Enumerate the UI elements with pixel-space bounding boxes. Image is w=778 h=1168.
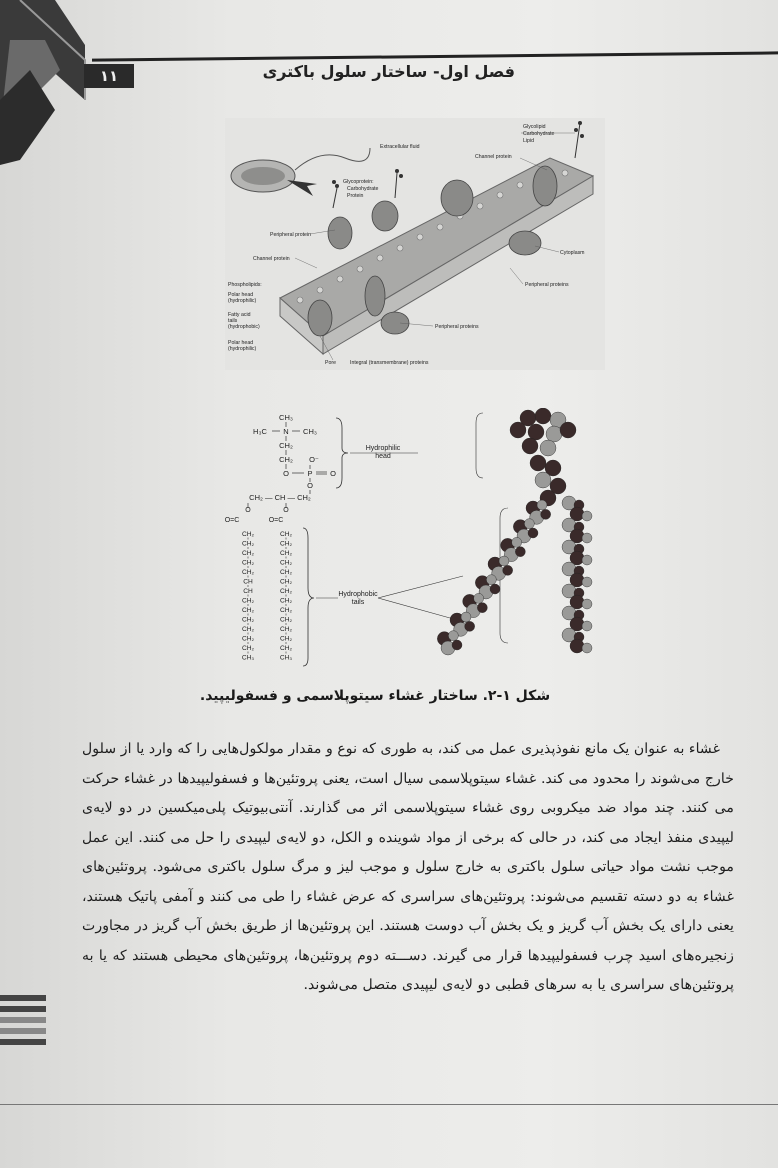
tail-left-unit: CH₂	[241, 635, 255, 643]
label-pore: Pore	[325, 360, 336, 366]
label-glyco-protein: Protein	[347, 193, 364, 199]
label-glyco-carbohydrate: Carbohydrate	[347, 186, 379, 192]
atom-sphere	[486, 575, 496, 585]
atom-sphere	[582, 511, 592, 521]
label-cytoplasm: Cytoplasm	[560, 250, 585, 256]
svg-text:O: O	[283, 507, 289, 514]
tail-left-unit: CH₂	[241, 626, 255, 633]
tail-right-unit: CH₂	[279, 559, 293, 567]
label-hydrophilic-2: (hydrophilic)	[228, 346, 257, 352]
atom-sphere	[499, 556, 509, 566]
tail-left	[242, 531, 255, 662]
label-tails: tails	[228, 318, 238, 324]
atom-sphere	[510, 422, 526, 438]
atom-sphere	[582, 555, 592, 565]
tail-left-unit: CH₂	[241, 531, 255, 538]
bottom-rule	[0, 1104, 778, 1105]
tail-left-unit: CH₂	[241, 616, 255, 624]
label-glycoprotein: Glycoprotein:	[343, 179, 374, 185]
atom-sphere	[582, 599, 592, 609]
tail-right	[280, 531, 293, 662]
chem-ch2-a: CH₂	[279, 441, 293, 450]
tail-right-unit: CH₂	[279, 578, 293, 586]
tail-left-unit: CH₂	[241, 540, 255, 548]
tail-right-unit: CH₂	[279, 540, 293, 548]
chem-p: P	[307, 469, 313, 478]
page-number: ۱۱	[84, 64, 134, 88]
tail-right-unit: CH₂	[279, 569, 293, 576]
figure-caption: شکل ۱-۲. ساختار غشاء سیتوپلاسمی و فسفولیپید.	[199, 688, 551, 704]
atom-sphere	[522, 438, 538, 454]
tail-right-unit: CH₂	[279, 645, 293, 652]
chem-ch3-top: CH₃	[279, 413, 293, 422]
chem-o-minus: O⁻	[309, 455, 319, 464]
label-hydrophobic: Hydrophobic	[338, 591, 378, 598]
chem-backbone: CH₂ — CH — CH₂	[249, 493, 311, 502]
atom-sphere	[512, 537, 522, 547]
atom-sphere	[541, 509, 551, 519]
label-fatty-acid: Fatty acid	[228, 312, 251, 318]
svg-text:O=C: O=C	[224, 517, 240, 524]
spacefill-model	[437, 408, 592, 655]
label-peripheral-right: Peripheral proteins	[525, 282, 569, 288]
label-integral: Integral (transmembrane) proteins	[350, 360, 429, 366]
tail-left-unit: CH₂	[241, 550, 255, 557]
atom-sphere	[582, 577, 592, 587]
label-head: head	[375, 453, 391, 460]
atom-sphere	[528, 424, 544, 440]
label-hydrophilic: Hydrophilic	[365, 445, 401, 452]
tail-left-unit: CH₂	[241, 597, 255, 605]
label-hydrophilic-1: (hydrophilic)	[228, 298, 257, 304]
label-channel-protein-top: Channel protein	[475, 154, 512, 160]
atom-sphere	[465, 621, 475, 631]
atom-sphere	[535, 472, 551, 488]
atom-sphere	[515, 547, 525, 557]
atom-sphere	[503, 565, 513, 575]
tail-right-unit: CH₃	[279, 654, 293, 662]
svg-text:O=C: O=C	[268, 517, 284, 524]
atom-sphere	[582, 533, 592, 543]
chem-h3c: H₃C	[253, 427, 267, 436]
membrane-diagram	[225, 118, 605, 370]
atom-sphere	[524, 519, 534, 529]
tail-right-unit: CH₂	[279, 607, 293, 614]
phospholipid-diagram	[218, 408, 608, 670]
chem-n: N	[283, 427, 289, 436]
tail-left-unit: CH	[243, 588, 253, 595]
side-stripes	[0, 995, 46, 1070]
label-peripheral-left: Peripheral protein	[270, 232, 311, 238]
label-lipid: Lipid	[523, 138, 534, 144]
chem-o-left: O	[283, 469, 289, 478]
atom-sphere	[537, 500, 547, 510]
label-hydrophobic: (hydrophobic)	[228, 324, 260, 330]
atom-sphere	[582, 621, 592, 631]
label-polar-head-2: Polar head	[228, 340, 254, 346]
label-extracellular: Extracellular fluid	[380, 144, 420, 150]
atom-sphere	[530, 455, 546, 471]
tail-left-unit: CH	[243, 578, 253, 586]
chem-ch3-right: CH₃	[303, 427, 317, 436]
label-phospholipids: Phospholipids:	[228, 282, 262, 288]
chem-ch2-b: CH₂	[279, 455, 293, 464]
atom-sphere	[452, 640, 462, 650]
label-tails: tails	[351, 599, 365, 606]
label-channel-left: Channel protein	[253, 256, 290, 262]
body-paragraph: غشاء به عنوان یک مانع نفوذپذیری عمل می کند، به طوری که نوع و مقدار مولکول‌هایی را که وارد یا از سلول خارج می‌شوند را محدود می کند. غشاء سیتوپلاسمی سیال است، یعنی پروتئین‌ها و فسفولیپیدها در غشاء حرکت می کنند. چند مواد ضد میکروبی روی غشاء سیتوپلاسمی اثر می گذارند. آنتی‌بیوتیک پلی‌میکسین در دو لایه‌ی لیپیدی منفذ ایجاد می کند، در حالی که برخی از مواد شوینده و الکل، دو لایه‌ی لیپیدی را حل می کنند. این عمل موجب نشت مواد حیاتی سلول باکتری به خارج سلول و موجب لیز و مرگ سلول باکتری می‌شود. پروتئین‌های غشاء به دو دسته تقسیم می‌شوند: پروتئین‌های سراسری که عرض غشاء را طی می کنند و آمفی پاتیک هستند، یعنی دارای یک بخش آب گریز و یک بخش آب دوست هستند. این پروتئین‌ها از طریق بخش آب گریز در مجاورت زنجیره‌های اسید چرب فسفولیپیدها قرار می گیرند. دســـته دوم پروتئین‌ها، پروتئین‌های محیطی هستند که یا به پروتئین‌های سراسری یا به سرهای قطبی دو لایه‌ی لیپیدی متصل می‌شوند.	[82, 741, 734, 993]
atom-sphere	[560, 422, 576, 438]
tail-right-unit: CH₂	[279, 635, 293, 643]
label-carbohydrate: Carbohydrate	[523, 131, 555, 137]
tail-left-unit: CH₂	[241, 559, 255, 567]
atom-sphere	[535, 408, 551, 424]
atom-sphere	[582, 643, 592, 653]
header-rule	[92, 51, 778, 61]
tail-right-unit: CH₂	[279, 597, 293, 605]
svg-text:O: O	[245, 507, 251, 514]
atom-sphere	[528, 528, 538, 538]
tail-right-unit: CH₂	[279, 588, 293, 595]
tail-right-unit: CH₂	[279, 550, 293, 557]
tail-left-unit: CH₂	[241, 569, 255, 576]
atom-sphere	[490, 584, 500, 594]
tail-left-unit: CH₂	[241, 645, 255, 652]
chem-o-eq: O	[330, 469, 336, 478]
atom-sphere	[448, 631, 458, 641]
tail-right-unit: CH₂	[279, 531, 293, 538]
label-polar-head-1: Polar head	[228, 292, 254, 298]
atom-sphere	[461, 612, 471, 622]
tail-right-unit: CH₂	[279, 616, 293, 624]
atom-sphere	[474, 593, 484, 603]
atom-sphere	[570, 639, 584, 653]
chapter-title: فصل اول- ساختار سلول باکتری	[262, 62, 515, 81]
atom-sphere	[477, 603, 487, 613]
label-glycolipid: Glycolipid	[523, 124, 546, 130]
tail-right-unit: CH₂	[279, 626, 293, 633]
tail-left-unit: CH₃	[241, 654, 255, 662]
chem-o-below: O	[307, 481, 313, 490]
atom-sphere	[546, 426, 562, 442]
label-peripheral-bottom: Peripheral proteins	[435, 324, 479, 330]
tail-left-unit: CH₂	[241, 607, 255, 614]
atom-sphere	[540, 440, 556, 456]
